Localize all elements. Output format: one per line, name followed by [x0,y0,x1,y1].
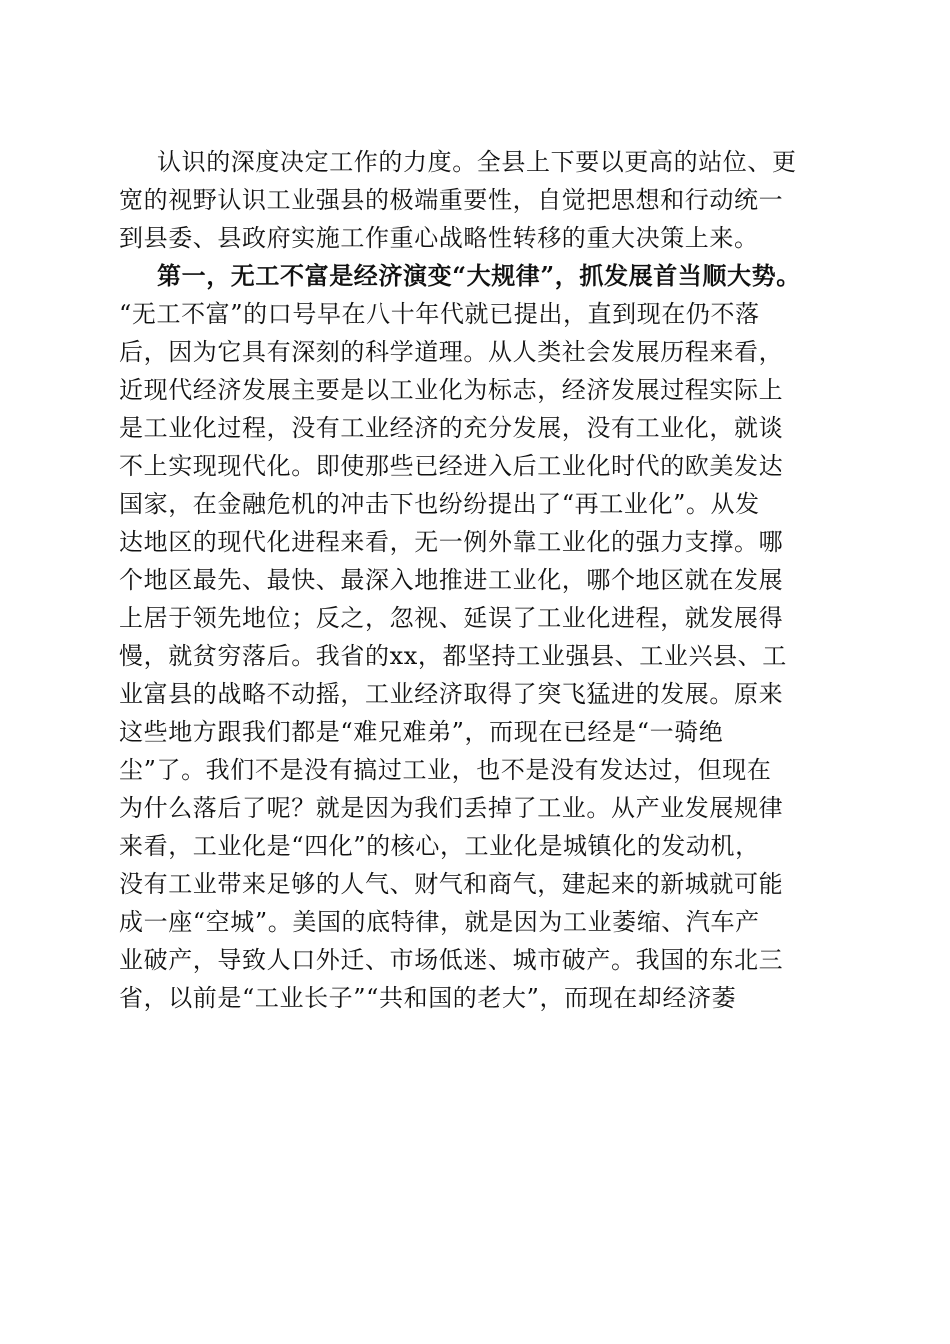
text-line: “无工不富”的口号早在八十年代就已提出，直到现在仍不落 [119,300,760,328]
text-line: 近现代经济发展主要是以工业化为标志，经济发展过程实际上 [119,376,784,404]
text-line: 认识的深度决定工作的力度。全县上下要以更高的站位、更 [157,148,797,176]
text-line: 后，因为它具有深刻的科学道理。从人类社会发展历程来看， [119,338,784,366]
paragraph-1 [119,143,829,257]
text-line: 省，以前是“工业长子”“共和国的老大”，而现在却经济萎 [119,984,737,1012]
section-heading: 第一，无工不富是经济演变“大规律”，抓发展首当顺大势。 [157,261,801,290]
document-body [119,143,829,1017]
text-line: 不上实现现代化。即使那些已经进入后工业化时代的欧美发达 [119,452,784,480]
text-line: 宽的视野认识工业强县的极端重要性，自觉把思想和行动统一 [119,186,784,214]
text-line: 个地区最先、最快、最深入地推进工业化，哪个地区就在发展 [119,566,784,594]
paragraph-2 [119,257,829,1017]
text-line: 到县委、县政府实施工作重心战略性转移的重大决策上来。 [119,224,759,252]
text-line: 没有工业带来足够的人气、财气和商气，建起来的新城就可能 [119,870,784,898]
text-line: 是工业化过程，没有工业经济的充分发展，没有工业化，就谈 [119,414,784,442]
text-line: 国家，在金融危机的冲击下也纷纷提出了“再工业化”。从发 [119,490,760,518]
text-line: 业破产，导致人口外迁、市场低迷、城市破产。我国的东北三 [119,946,784,974]
text-line: 尘”了。我们不是没有搞过工业，也不是没有发达过，但现在 [119,756,772,784]
text-line: 上居于领先地位；反之，忽视、延误了工业化进程，就发展得 [119,604,784,632]
text-line: 达地区的现代化进程来看，无一例外靠工业化的强力支撑。哪 [119,528,784,556]
text-line: 业富县的战略不动摇，工业经济取得了突飞猛进的发展。原来 [119,680,784,708]
text-line: 成一座“空城”。美国的底特律，就是因为工业萎缩、汽车产 [119,908,760,936]
text-line: 来看，工业化是“四化”的核心，工业化是城镇化的发动机， [119,832,760,860]
text-line: 慢，就贫穷落后。我省的xx，都坚持工业强县、工业兴县、工 [119,642,787,670]
text-line: 这些地方跟我们都是“难兄难弟”，而现在已经是“一骑绝 [119,718,724,746]
text-line: 为什么落后了呢？就是因为我们丢掉了工业。从产业发展规律 [119,794,784,822]
